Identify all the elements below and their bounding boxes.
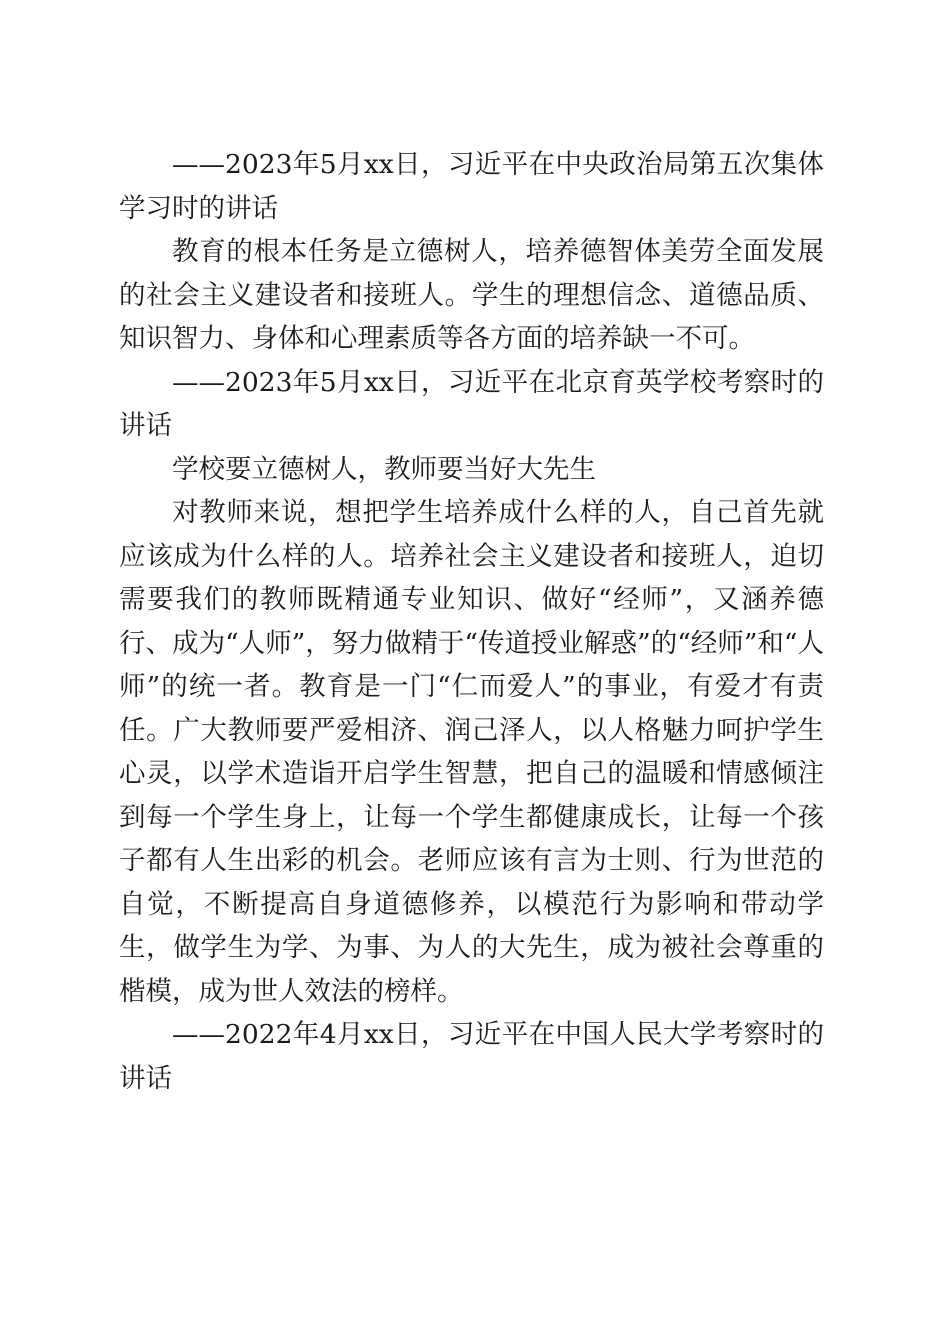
speech-source-line: ——2022年4月xx日，习近平在中国人民大学考察时的讲话 [119, 1019, 824, 1094]
document-body [119, 143, 824, 1100]
speech-source-line: ——2023年5月xx日，习近平在北京育英学校考察时的讲话 [119, 366, 824, 441]
body-paragraph: 对教师来说，想把学生培养成什么样的人，自己首先就应该成为什么样的人。培养社会主义建设者和接班人，迫切需要我们的教师既精通专业知识、做好“经师”，又涵养德行、成为“人师”，努力做精于“传道授业解惑”的“经师”和“人师”的统一者。教育是一门“仁而爱人”的事业，有爱才有责任。广大教师要严爱相济、润己泽人，以人格魅力呵护学生心灵，以学术造诣开启学生智慧，把自己的温暖和情感倾注到每一个学生身上，让每一个学生都健康成长，让每一个孩子都有人生出彩的机会。老师应该有言为士则、行为世范的自觉，不断提高自身道德修养，以模范行为影响和带动学生，做学生为学、为事、为人的大先生，成为被社会尊重的楷模，成为世人效法的榜样。 [119, 497, 824, 1007]
section-heading: 学校要立德树人，教师要当好大先生 [172, 453, 596, 485]
body-paragraph: 教育的根本任务是立德树人，培养德智体美劳全面发展的社会主义建设者和接班人。学生的理想信念、道德品质、知识智力、身体和心理素质等各方面的培养缺一不可。 [119, 236, 824, 354]
speech-source-line: ——2023年5月xx日，习近平在中央政治局第五次集体学习时的讲话 [119, 149, 824, 224]
